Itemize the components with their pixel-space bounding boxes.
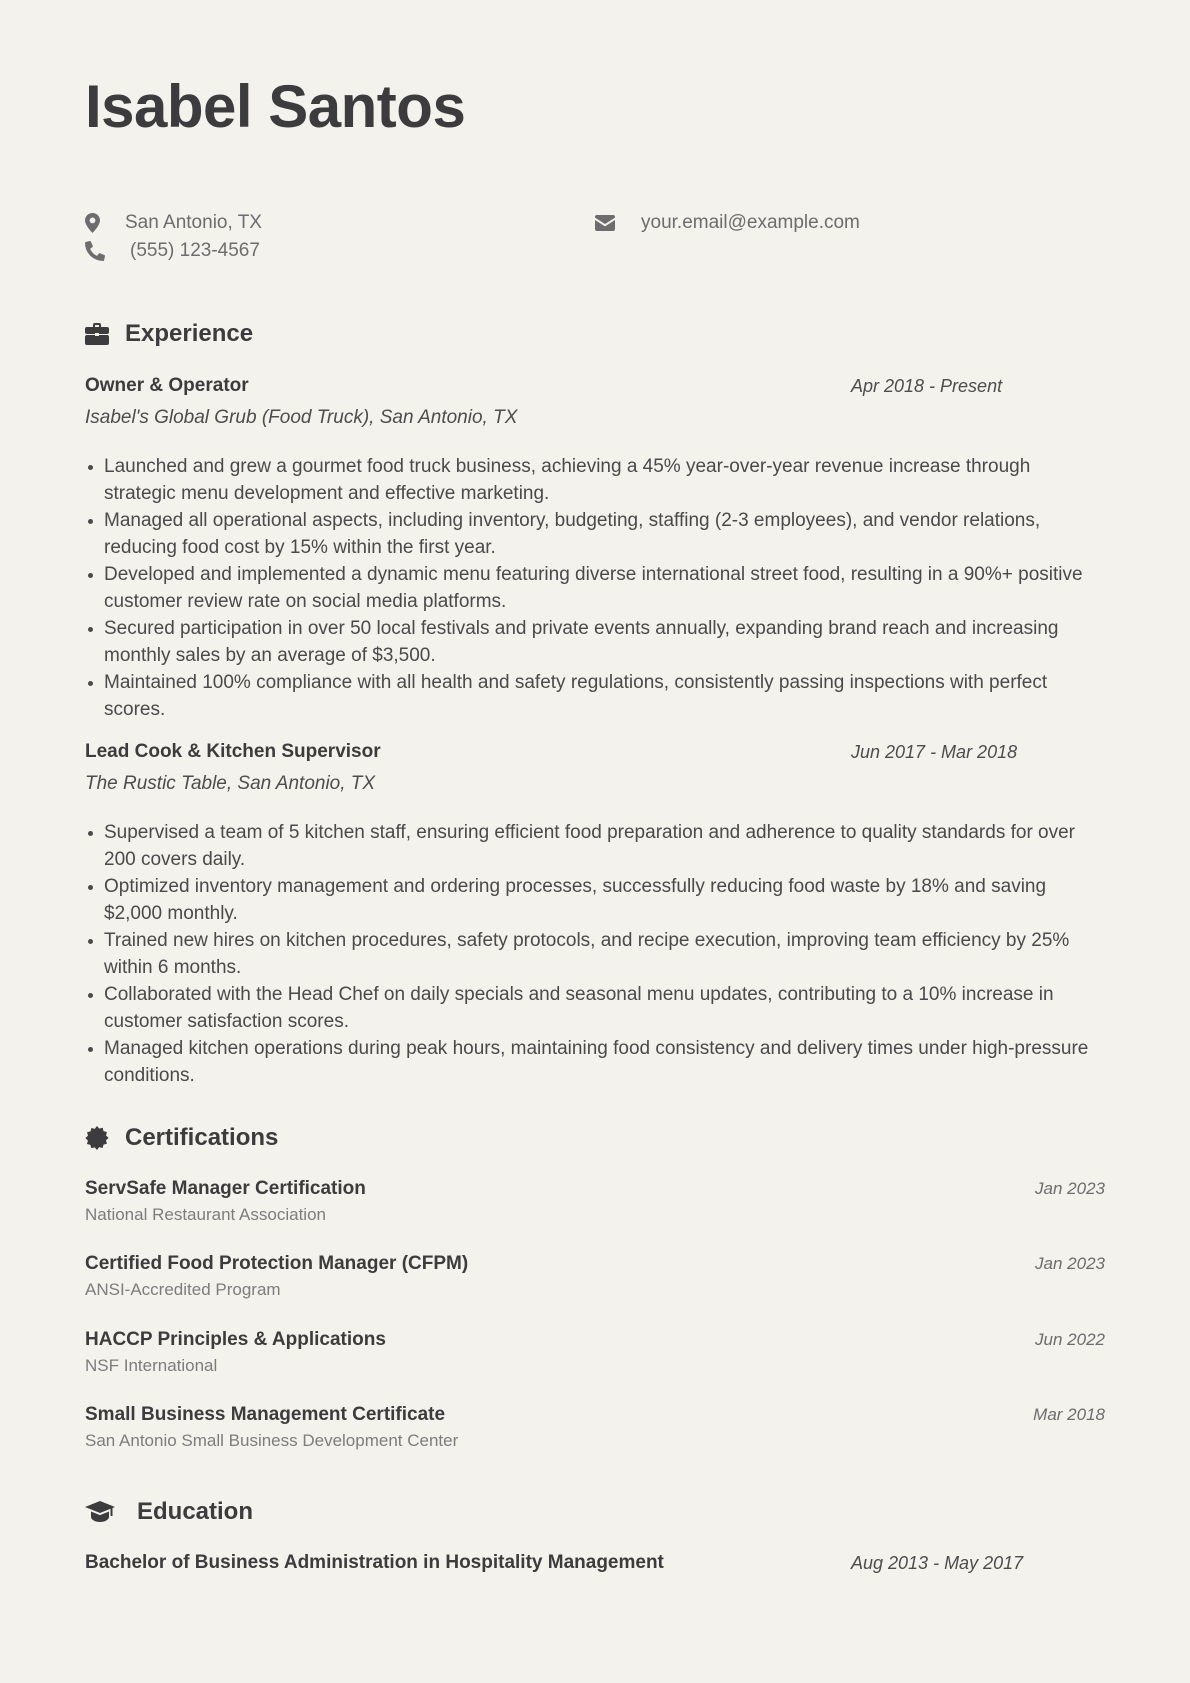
- contact-location: [85, 212, 262, 234]
- job-entry: [85, 739, 1105, 1089]
- certification-issuer: NSF International: [85, 1356, 218, 1375]
- certification-entry: [85, 1176, 1105, 1228]
- job-company: Isabel's Global Grub (Food Truck), San Antonio, TX: [85, 407, 518, 428]
- bullet-item: Optimized inventory management and ordering processes, successfully reducing food waste by 18% and saving $2,000 monthly.: [85, 873, 1105, 927]
- job-entry: [85, 373, 1105, 723]
- phone-text[interactable]: (555) 123-4567: [130, 240, 260, 261]
- certification-issuer: San Antonio Small Business Development Center: [85, 1431, 459, 1450]
- certification-date: Mar 2018: [1033, 1405, 1105, 1424]
- education-heading: [85, 1498, 253, 1526]
- bullet-item: Managed all operational aspects, including inventory, budgeting, staffing (2-3 employees), and vendor relations, reducing food cost by 15% within the first year.: [85, 507, 1105, 561]
- certification-date: Jun 2022: [1035, 1330, 1105, 1349]
- job-title: Owner & Operator: [85, 375, 249, 396]
- briefcase-icon: [85, 323, 125, 345]
- graduation-cap-icon: [85, 1501, 131, 1523]
- job-bullets: [85, 819, 1105, 1089]
- map-marker-icon: [85, 213, 125, 233]
- education-entry: [85, 1550, 1105, 1576]
- experience-heading-text: Experience: [125, 320, 254, 347]
- certification-entry: [85, 1327, 1105, 1379]
- certification-name: Certified Food Protection Manager (CFPM): [85, 1253, 469, 1274]
- job-company: The Rustic Table, San Antonio, TX: [85, 773, 376, 794]
- job-date: Apr 2018 - Present: [851, 376, 1003, 396]
- certifications-heading: [85, 1124, 278, 1152]
- contact-phone: [85, 240, 260, 262]
- education-heading-text: Education: [137, 1498, 254, 1525]
- bullet-item: Launched and grew a gourmet food truck business, achieving a 45% year-over-year revenue increase through strategic menu development and effective marketing.: [85, 453, 1105, 507]
- experience-heading: [85, 320, 253, 348]
- email-link[interactable]: your.email@example.com: [641, 212, 860, 233]
- certification-name: ServSafe Manager Certification: [85, 1178, 366, 1199]
- location-text: San Antonio, TX: [125, 212, 262, 233]
- certificate-badge-icon: [85, 1126, 125, 1150]
- bullet-item: Developed and implemented a dynamic menu featuring diverse international street food, resulting in a 90%+ positive customer review rate on social media platforms.: [85, 561, 1105, 615]
- certification-issuer: National Restaurant Association: [85, 1205, 326, 1224]
- education-degree: Bachelor of Business Administration in Hospitality Management: [85, 1552, 664, 1573]
- phone-icon: [85, 241, 130, 261]
- envelope-icon: [595, 215, 641, 231]
- certification-issuer: ANSI-Accredited Program: [85, 1280, 281, 1299]
- bullet-item: Secured participation in over 50 local festivals and private events annually, expanding brand reach and increasing monthly sales by an average of $3,500.: [85, 615, 1105, 669]
- certification-entry: [85, 1402, 1105, 1454]
- contact-email: [595, 212, 860, 234]
- certification-name: HACCP Principles & Applications: [85, 1329, 386, 1350]
- bullet-item: Maintained 100% compliance with all health and safety regulations, consistently passing inspections with perfect scores.: [85, 669, 1105, 723]
- job-title: Lead Cook & Kitchen Supervisor: [85, 741, 381, 762]
- bullet-item: Supervised a team of 5 kitchen staff, ensuring efficient food preparation and adherence to quality standards for over 200 covers daily.: [85, 819, 1105, 873]
- certification-date: Jan 2023: [1035, 1179, 1105, 1198]
- bullet-item: Trained new hires on kitchen procedures, safety protocols, and recipe execution, improving team efficiency by 25% within 6 months.: [85, 927, 1105, 981]
- bullet-item: Managed kitchen operations during peak hours, maintaining food consistency and delivery times under high-pressure conditions.: [85, 1035, 1105, 1089]
- candidate-name: Isabel Santos: [85, 73, 466, 140]
- certification-name: Small Business Management Certificate: [85, 1404, 446, 1425]
- certification-date: Jan 2023: [1035, 1254, 1105, 1273]
- education-date: Aug 2013 - May 2017: [851, 1553, 1024, 1573]
- certification-entry: [85, 1251, 1105, 1303]
- bullet-item: Collaborated with the Head Chef on daily specials and seasonal menu updates, contributing to a 10% increase in customer satisfaction scores.: [85, 981, 1105, 1035]
- job-bullets: [85, 453, 1105, 723]
- certifications-heading-text: Certifications: [125, 1124, 279, 1151]
- job-date: Jun 2017 - Mar 2018: [851, 742, 1018, 762]
